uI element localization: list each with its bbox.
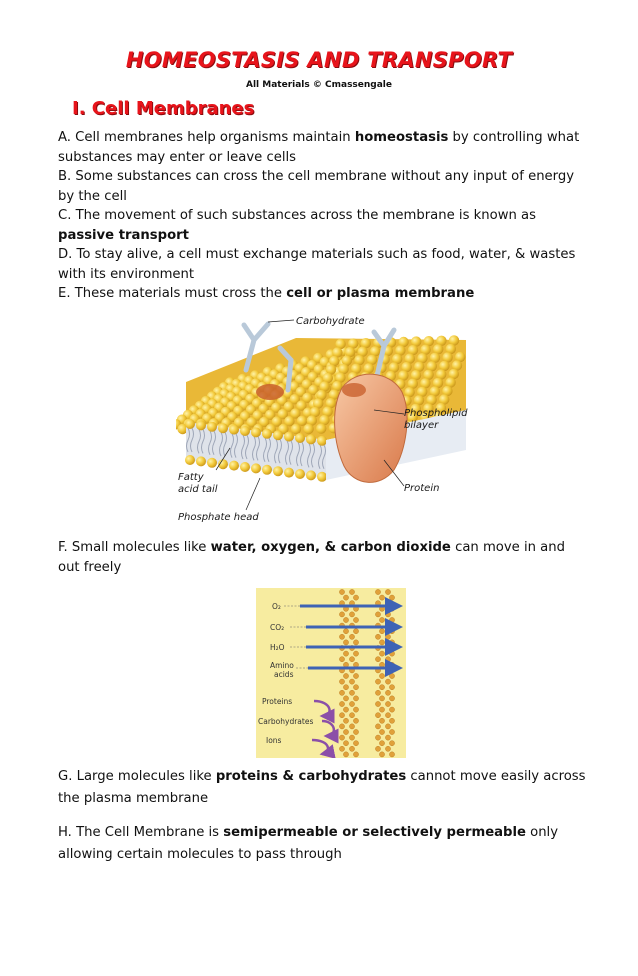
paragraph-a: A. Cell membranes help organisms maintain homeostasis by controlling what substances may enter or leave cells xyxy=(58,130,580,165)
copyright-note: All Materials © Cmassengale xyxy=(246,80,392,90)
molecule-o2: O₂ xyxy=(272,602,281,611)
membrane-bead xyxy=(375,589,380,594)
membrane-bead xyxy=(389,673,394,678)
phosphate-head xyxy=(284,432,294,442)
membrane-bead xyxy=(349,612,354,617)
membrane-bead xyxy=(385,746,390,751)
membrane-bead xyxy=(339,612,344,617)
phosphate-head xyxy=(273,466,283,476)
phosphate-head xyxy=(207,458,217,468)
membrane-bead xyxy=(339,724,344,729)
membrane-bead xyxy=(353,595,358,600)
membrane-bead xyxy=(339,690,344,695)
membrane-bead xyxy=(343,617,348,622)
membrane-bead xyxy=(389,752,394,757)
phosphate-head xyxy=(295,469,305,479)
membrane-bead xyxy=(375,690,380,695)
membrane-bead xyxy=(379,651,384,656)
membrane-bead xyxy=(375,713,380,718)
label-phosphate-head: Phosphate head xyxy=(178,512,259,523)
membrane-bead xyxy=(339,589,344,594)
label-fatty: Fatty xyxy=(178,472,204,483)
membrane-bead xyxy=(349,735,354,740)
phosphate-head xyxy=(240,462,250,472)
phosphate-head xyxy=(306,434,316,444)
membrane-bead xyxy=(379,685,384,690)
molecule-h2o: H₂O xyxy=(270,643,285,652)
membrane-bead xyxy=(379,729,384,734)
page-title: HOMEOSTASIS AND TRANSPORT xyxy=(125,48,513,72)
label-bilayer: bilayer xyxy=(404,420,439,431)
membrane-bead xyxy=(385,701,390,706)
phosphate-head xyxy=(284,468,294,478)
membrane-bead xyxy=(343,640,348,645)
phosphate-head xyxy=(306,470,316,480)
phosphate-head xyxy=(303,424,313,434)
label-acid-tail: acid tail xyxy=(178,484,218,495)
membrane-bead xyxy=(375,679,380,684)
membrane-bead xyxy=(343,696,348,701)
membrane-bead xyxy=(389,718,394,723)
membrane-bead xyxy=(343,729,348,734)
membrane-bead xyxy=(349,724,354,729)
membrane-bead xyxy=(375,701,380,706)
membrane-bead xyxy=(389,651,394,656)
phosphate-head xyxy=(185,419,195,429)
membrane-bead xyxy=(353,741,358,746)
membrane-bead xyxy=(339,679,344,684)
paragraph-f: F. Small molecules like water, oxygen, & carbon dioxide can move in and out freely xyxy=(58,540,565,575)
membrane-bead xyxy=(389,685,394,690)
membrane-bead xyxy=(349,690,354,695)
membrane-bead xyxy=(385,713,390,718)
membrane-bead xyxy=(385,657,390,662)
membrane-bead xyxy=(343,595,348,600)
membrane-bead xyxy=(339,701,344,706)
membrane-bead xyxy=(389,696,394,701)
membrane-bead xyxy=(339,735,344,740)
label-protein: Protein xyxy=(404,483,440,494)
molecule-carbohydrates: Carbohydrates xyxy=(258,717,314,726)
membrane-bead xyxy=(343,707,348,712)
membrane-bead xyxy=(375,746,380,751)
membrane-bead xyxy=(379,595,384,600)
membrane-bead xyxy=(343,629,348,634)
membrane-bead xyxy=(353,629,358,634)
molecule-amino: Amino xyxy=(270,661,294,670)
membrane-bead xyxy=(353,707,358,712)
permeability-diagram xyxy=(256,588,406,758)
membrane-bead xyxy=(343,741,348,746)
paragraph-g: G. Large molecules like proteins & carbohydrates cannot move easily across the plasma membrane xyxy=(58,769,586,806)
molecule-ions: Ions xyxy=(266,736,282,745)
phosphate-head xyxy=(185,455,195,465)
membrane-bead xyxy=(389,741,394,746)
membrane-bead xyxy=(379,752,384,757)
label-carbohydrate: Carbohydrate xyxy=(296,316,365,327)
membrane-bead xyxy=(375,634,380,639)
phosphate-head xyxy=(291,424,301,434)
phosphate-head xyxy=(317,436,327,446)
membrane-bead xyxy=(379,696,384,701)
membrane-bead xyxy=(389,640,394,645)
membrane-bead xyxy=(353,617,358,622)
paragraph-b: B. Some substances can cross the cell membrane without any input of energy by the cell xyxy=(58,169,575,204)
membrane-bead xyxy=(339,657,344,662)
phosphate-head xyxy=(196,456,206,466)
membrane-bead xyxy=(389,707,394,712)
membrane-bead xyxy=(343,685,348,690)
membrane-bead xyxy=(375,612,380,617)
molecule-acids: acids xyxy=(274,670,294,679)
membrane-bead xyxy=(353,752,358,757)
membrane-bead xyxy=(343,752,348,757)
membrane-bead xyxy=(385,735,390,740)
membrane-bead xyxy=(389,629,394,634)
membrane-bead xyxy=(349,713,354,718)
phosphate-head xyxy=(273,430,283,440)
membrane-bead xyxy=(353,729,358,734)
membrane-bead xyxy=(349,657,354,662)
phosphate-head xyxy=(262,465,272,475)
phosphate-head xyxy=(196,420,206,430)
section-heading: I. Cell Membranes xyxy=(72,98,255,119)
membrane-bead xyxy=(339,713,344,718)
membrane-bead xyxy=(349,589,354,594)
cell-membrane-diagram xyxy=(176,310,468,528)
membrane-bead xyxy=(389,729,394,734)
membrane-bead xyxy=(353,651,358,656)
membrane-bead xyxy=(389,595,394,600)
phosphate-head xyxy=(240,426,250,436)
paragraph-d: D. To stay alive, a cell must exchange materials such as food, water, & wastes with its environment xyxy=(58,247,576,282)
membrane-bead xyxy=(379,718,384,723)
phosphate-head xyxy=(229,461,239,471)
membrane-bead xyxy=(353,718,358,723)
membrane-bead xyxy=(379,617,384,622)
phosphate-head xyxy=(251,427,261,437)
paragraph-e: E. These materials must cross the cell or plasma membrane xyxy=(58,286,475,301)
membrane-bead xyxy=(353,685,358,690)
phosphate-head xyxy=(295,433,305,443)
membrane-bead xyxy=(379,741,384,746)
molecule-co2: CO₂ xyxy=(270,623,285,632)
molecule-proteins: Proteins xyxy=(262,697,293,706)
membrane-bead xyxy=(343,673,348,678)
phosphate-head xyxy=(207,422,217,432)
membrane-bead xyxy=(385,612,390,617)
membrane-bead xyxy=(379,707,384,712)
membrane-bead xyxy=(349,679,354,684)
membrane-bead xyxy=(353,640,358,645)
paragraph-h: H. The Cell Membrane is semipermeable or selectively permeable only allowing certain molecules to pass through xyxy=(58,825,559,862)
membrane-bead xyxy=(375,735,380,740)
label-phospholipid: Phospholipid xyxy=(404,408,468,419)
membrane-bead xyxy=(349,746,354,751)
phosphate-head xyxy=(316,423,326,433)
membrane-bead xyxy=(353,673,358,678)
phosphate-head xyxy=(218,423,228,433)
membrane-bead xyxy=(339,746,344,751)
membrane-bead xyxy=(385,724,390,729)
membrane-bead xyxy=(339,634,344,639)
paragraph-c: C. The movement of such substances across the membrane is known as passive transport xyxy=(58,208,536,243)
membrane-bead xyxy=(343,718,348,723)
membrane-bead xyxy=(379,629,384,634)
membrane-bead xyxy=(379,673,384,678)
membrane-bead xyxy=(385,589,390,594)
membrane-bead xyxy=(375,657,380,662)
membrane-bead xyxy=(349,701,354,706)
membrane-bead xyxy=(385,679,390,684)
phosphate-head xyxy=(262,429,272,439)
membrane-bead xyxy=(375,724,380,729)
membrane-bead xyxy=(389,617,394,622)
membrane-bead xyxy=(353,696,358,701)
membrane-bead xyxy=(343,651,348,656)
membrane-bead xyxy=(385,634,390,639)
phosphate-head xyxy=(251,463,261,473)
phosphate-head xyxy=(317,472,327,482)
membrane-bead xyxy=(385,690,390,695)
membrane-bead xyxy=(349,634,354,639)
membrane-bead xyxy=(379,640,384,645)
phosphate-head xyxy=(229,425,239,435)
